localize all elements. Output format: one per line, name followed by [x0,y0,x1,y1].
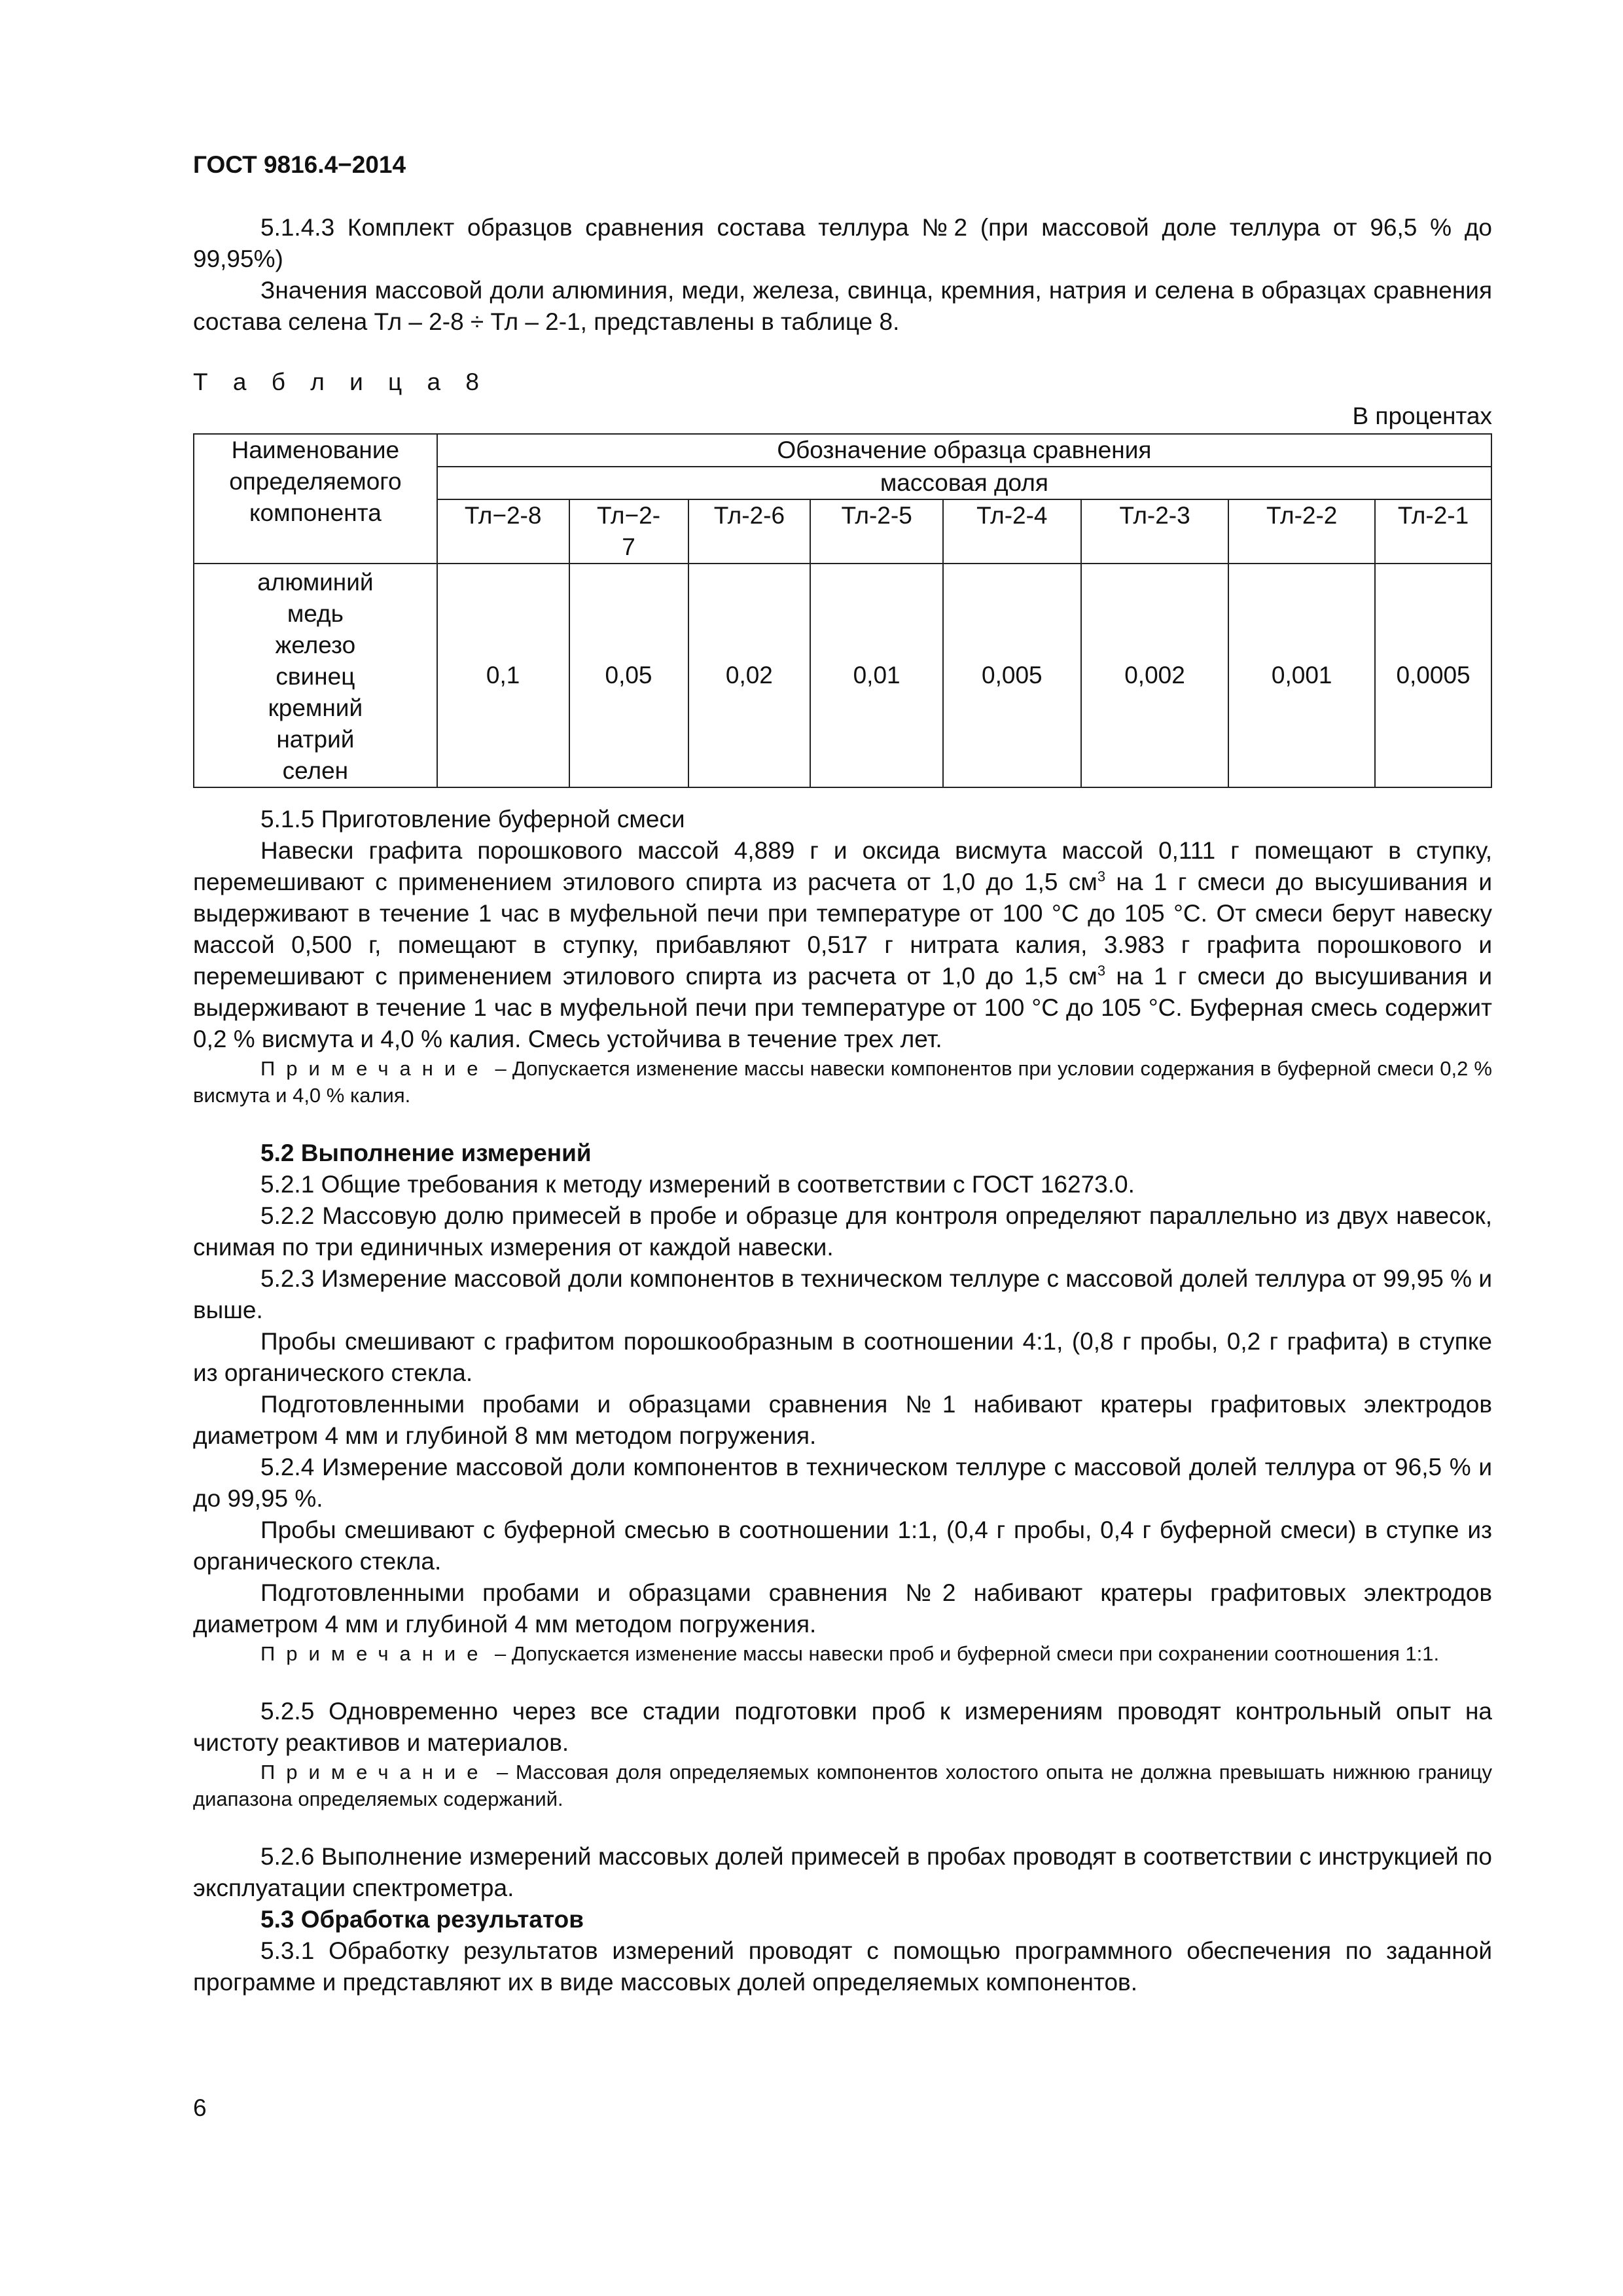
paragraph-5-1-5 [193,835,1492,1055]
sample-header: Тл-2-2 [1228,499,1375,564]
text-run: на 1 г смеси до высушивания и выдерживают в течение 1 час в муфельной печи при температуре от 100 °С до 105 °С. От смеси берут навеску массой 0,500 г, помещают в ступку, прибавляют 0,517 г нитрата калия, 3.983 г графита порошкового и перемешивают с применением этилового спирта из расчета от 1,0 до 1,5 см [193,869,1492,990]
note-label: Примечание [260,1057,490,1080]
paragraph-5-2-5: 5.2.5 Одновременно через все стадии подготовки проб к измерениям проводят контрольный опыт на чистоту реактивов и материалов. [193,1698,1492,1756]
component-name: железо [275,632,356,658]
document-header: ГОСТ 9816.4−2014 [193,151,406,178]
paragraph-5-2-1: 5.2.1 Общие требования к методу измерений в соответствии с ГОСТ 16273.0. [260,1171,1135,1198]
component-name: алюминий [257,569,374,596]
paragraph-5-1-4-3: 5.1.4.3 Комплект образцов сравнения состава теллура №2 (при массовой доле теллура от 96,5 % до 99,95%) [193,214,1492,272]
section-5-2-title: 5.2 Выполнение измерений [260,1139,592,1166]
note-2 [193,1640,1492,1667]
value-cell: 0,05 [569,564,688,787]
note-1 [193,1055,1492,1109]
note-label: Примечание [260,1761,490,1784]
paragraph-5-2-4: 5.2.4 Измерение массовой доли компонентов в техническом теллуре с массовой долей теллура от 96,5 % и до 99,95 %. [193,1454,1492,1512]
value-cell: 0,01 [810,564,943,787]
text-run: Навески графита порошкового массой 4,889 г и оксида висмута массой 0,111 г помещают в ступку, перемешивают с применением этилового спирта из расчета от 1,0 до 1,5 см [193,837,1492,895]
value-cell: 0,02 [688,564,811,787]
sample-header: Тл-2-4 [943,499,1081,564]
paragraph-5-2-3-b: Подготовленными пробами и образцами сравнения №1 набивают кратеры графитовых электродов диаметром 4 мм и глубиной 8 мм методом погружения. [193,1391,1492,1449]
sub-header: массовая доля [437,467,1491,499]
component-name: натрий [276,726,355,753]
value-cell: 0,005 [943,564,1081,787]
value-cell: 0,0005 [1375,564,1491,787]
value-cell: 0,1 [437,564,569,787]
superscript: 3 [1097,962,1106,979]
sample-header: Тл−2-7 [569,499,688,564]
component-header-cell [194,434,437,564]
table-units: В процентах [1352,403,1492,429]
component-list-cell [194,564,437,787]
document-page [193,149,1492,1998]
component-name: свинец [276,663,355,690]
component-name: селен [282,757,349,784]
component-header: Наименование определяемого компонента [229,437,402,526]
paragraph-5-3-1: 5.3.1 Обработку результатов измерений проводят с помощью программного обеспечения по заданной программе и представляют их в виде массовых долей определяемых компонентов. [193,1937,1492,1996]
section-5-1-5-title: 5.1.5 Приготовление буферной смеси [260,806,685,833]
note-text: – Допускается изменение массы навески проб и буферной смеси при сохранении соотношения 1:1. [489,1642,1440,1665]
sample-header: Тл-2-6 [688,499,811,564]
table-8 [193,433,1492,788]
value-cell: 0,001 [1228,564,1375,787]
paragraph-5-2-3: 5.2.3 Измерение массовой доли компонентов в техническом теллуре с массовой долей теллура от 99,95 % и выше. [193,1265,1492,1323]
page-number: 6 [193,2094,207,2121]
sample-header: Тл-2-5 [810,499,943,564]
component-name: медь [287,600,344,627]
paragraph-5-2-6: 5.2.6 Выполнение измерений массовых долей примесей в пробах проводят в соответствии с инструкцией по эксплуатации спектрометра. [193,1843,1492,1901]
note-label: Примечание [260,1642,490,1665]
group-header: Обозначение образца сравнения [437,434,1491,467]
table-caption: Т а б л и ц а 8 [193,368,488,395]
sample-header: Тл−2-8 [437,499,569,564]
superscript: 3 [1097,868,1106,885]
sample-header: Тл-2-1 [1375,499,1491,564]
paragraph-values: Значения массовой доли алюминия, меди, железа, свинца, кремния, натрия и селена в образцах сравнения состава селена Тл – 2-8 ÷ Тл – 2-1, представлены в таблице 8. [193,277,1492,335]
sample-header: Тл-2-3 [1081,499,1229,564]
paragraph-5-2-4-b: Подготовленными пробами и образцами сравнения №2 набивают кратеры графитовых электродов диаметром 4 мм и глубиной 4 мм методом погружения. [193,1579,1492,1638]
paragraph-5-2-4-a: Пробы смешивают с буферной смесью в соотношении 1:1, (0,4 г пробы, 0,4 г буферной смеси) в ступке из органического стекла. [193,1516,1492,1575]
component-name: кремний [268,694,363,721]
note-text: – Допускается изменение массы навески компонентов при условии содержания в буферной смеси 0,2 % висмута и 4,0 % калия. [193,1057,1492,1107]
paragraph-5-2-2: 5.2.2 Массовую долю примесей в пробе и образце для контроля определяют параллельно из двух навесок, снимая по три единичных измерения от каждой навески. [193,1202,1492,1261]
value-cell: 0,002 [1081,564,1229,787]
section-5-3-title: 5.3 Обработка результатов [260,1906,584,1933]
note-3 [193,1759,1492,1812]
paragraph-5-2-3-a: Пробы смешивают с графитом порошкообразным в соотношении 4:1, (0,8 г пробы, 0,2 г графита) в ступке из органического стекла. [193,1328,1492,1386]
text-run: на 1 г смеси до высушивания и выдерживают в течение 1 час в муфельной печи при температуре от 100 °С до 105 °С. Буферная смесь содержит 0,2 % висмута и 4,0 % калия. Смесь устойчива в течение трех лет. [193,963,1492,1052]
note-text: – Массовая доля определяемых компонентов холостого опыта не должна превышать нижнюю границу диапазона определяемых содержаний. [193,1761,1492,1810]
